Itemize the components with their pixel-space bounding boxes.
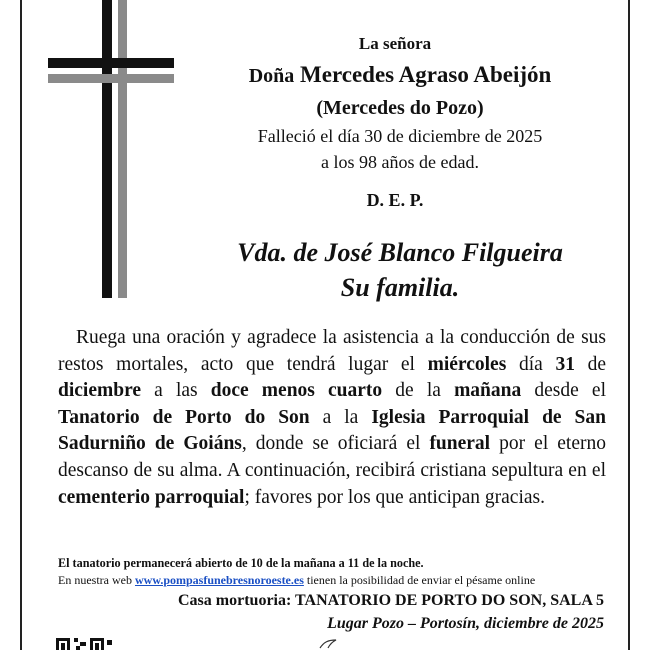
announcement-body bbox=[58, 325, 606, 511]
age-text: a los 98 años de edad. bbox=[321, 152, 479, 172]
full-name: Mercedes Agraso Abeijón bbox=[300, 62, 552, 87]
body-bold: Iglesia Parroquial de San Sadurniño de Goiáns bbox=[58, 406, 606, 455]
family-line: Su familia. bbox=[340, 273, 460, 302]
web-note-suffix: tienen la posibilidad de enviar el pésame online bbox=[303, 573, 536, 587]
hours-note: El tanatorio permanecerá abierto de 10 de la mañana a 11 de la noche. bbox=[58, 556, 424, 570]
body-bold: cementerio parroquial bbox=[58, 486, 245, 508]
cross-horizontal-gray bbox=[48, 74, 174, 83]
body-text: de bbox=[574, 353, 606, 375]
cross-vertical-black bbox=[102, 0, 112, 298]
cross-icon bbox=[48, 0, 174, 300]
body-text: , donde se oficiará el bbox=[241, 433, 430, 455]
website-link[interactable]: www.pompasfunebresnoroeste.es bbox=[134, 573, 304, 587]
body-text: desde el bbox=[521, 380, 606, 402]
death-date: Falleció el día 30 de diciembre de 2025 bbox=[257, 126, 543, 146]
cross-vertical-gray bbox=[118, 0, 127, 298]
web-note-prefix: En nuestra web bbox=[58, 573, 135, 587]
body-bold: funeral bbox=[429, 433, 491, 455]
body-bold: miércoles bbox=[427, 353, 507, 375]
deceased-name bbox=[175, 62, 625, 88]
web-note bbox=[58, 573, 535, 588]
body-bold: Tanatorio de Porto do Son bbox=[58, 406, 310, 428]
place-date: Lugar Pozo – Portosín, diciembre de 2025 bbox=[327, 615, 604, 632]
alias: (Mercedes do Pozo) bbox=[316, 97, 484, 119]
body-text: a la bbox=[309, 406, 372, 428]
body-text: por el eterno descanso de su alma. A continuación, recibirá cristiana sepultura en el bbox=[58, 433, 606, 481]
dove-icon bbox=[318, 638, 338, 650]
body-text: día bbox=[506, 353, 556, 375]
body-text: Ruega una oración y agradece la asistencia a la conducción de sus restos mortales, acto que tendrá lugar el bbox=[58, 327, 606, 375]
intro-text: La señora bbox=[358, 34, 432, 53]
body-bold: diciembre bbox=[58, 380, 142, 402]
casa-mortuoria: Casa mortuoria: TANATORIO DE PORTO DO SON, SALA 5 bbox=[178, 592, 604, 609]
body-text: de la bbox=[382, 380, 455, 402]
body-bold: mañana bbox=[454, 380, 522, 402]
qr-code-icon bbox=[56, 638, 114, 650]
widow-line: Vda. de José Blanco Filgueira bbox=[237, 238, 563, 267]
body-bold: 31 bbox=[555, 353, 575, 375]
cross-horizontal-black bbox=[48, 58, 174, 68]
body-text: a las bbox=[141, 380, 211, 402]
honorific: Doña bbox=[248, 65, 295, 87]
rip-text: D. E. P. bbox=[366, 190, 424, 210]
body-bold: doce menos cuarto bbox=[210, 380, 383, 402]
body-text: ; favores por los que anticipan gracias. bbox=[244, 486, 546, 508]
